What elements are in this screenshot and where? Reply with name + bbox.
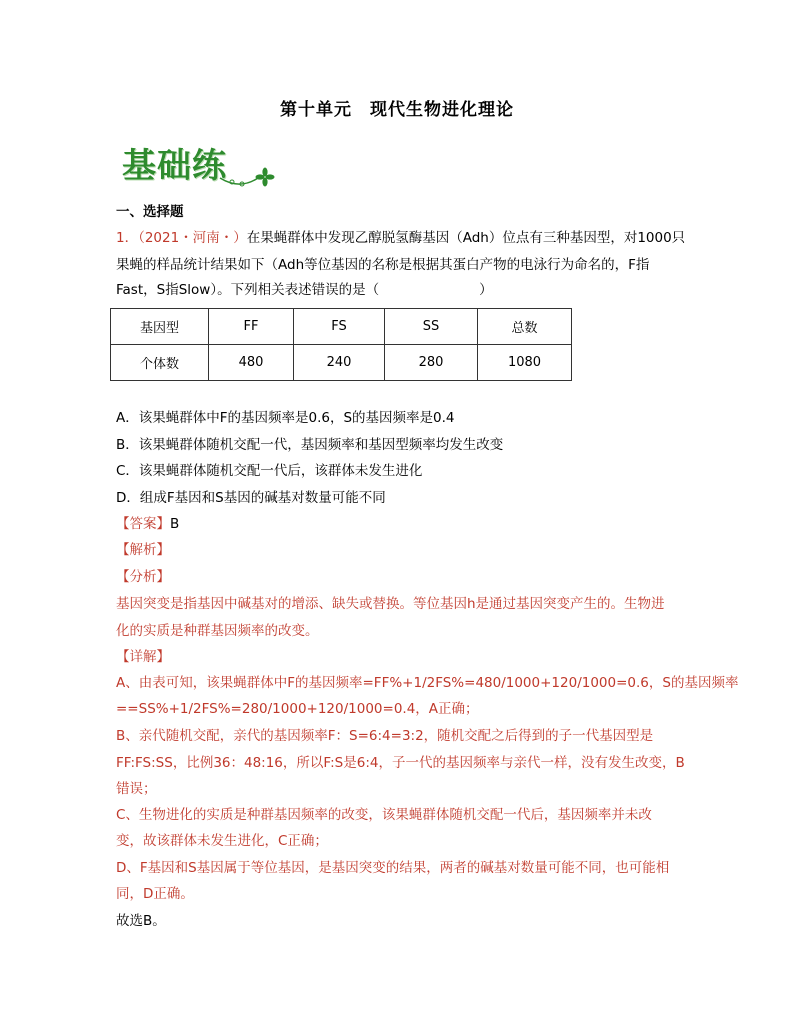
option-b: B．该果蝇群体随机交配一代，基因频率和基因型频率均发生改变 bbox=[116, 437, 504, 453]
table-cell: 280 bbox=[385, 345, 478, 381]
vine-decoration-icon bbox=[218, 160, 278, 190]
page-title: 第十单元 现代生物进化理论 bbox=[280, 100, 514, 120]
question-number: 1． bbox=[116, 230, 139, 246]
detail-line: 错误； bbox=[116, 781, 157, 797]
question-line-3 bbox=[116, 279, 493, 301]
option-a: A．该果蝇群体中F的基因频率是0.6，S的基因频率是0.4 bbox=[116, 410, 455, 426]
section-art-label: 基础练 bbox=[122, 146, 227, 186]
question-source: （2021・河南・） bbox=[138, 230, 247, 246]
detail-label: 【详解】 bbox=[116, 649, 170, 665]
table-header-cell: SS bbox=[385, 309, 478, 345]
table-header-row bbox=[111, 309, 572, 345]
analysis-label: 【解析】 bbox=[116, 542, 170, 558]
table-cell: 个体数 bbox=[111, 345, 209, 381]
question-text-1: 在果蝇群体中发现乙醇脱氢酶基因（Adh）位点有三种基因型，对1000只 bbox=[246, 230, 686, 246]
detail-line: B、亲代随机交配，亲代的基因频率F：S=6:4=3:2，随机交配之后得到的子一代基因型是 bbox=[116, 728, 654, 744]
genotype-table bbox=[110, 308, 572, 381]
table-header-cell: FS bbox=[294, 309, 385, 345]
detail-line: D、F基因和S基因属于等位基因，是基因突变的结果，两者的碱基对数量可能不同，也可能相 bbox=[116, 860, 670, 876]
table-row bbox=[111, 345, 572, 381]
section-art-jichulian bbox=[118, 138, 278, 193]
answer-value: B bbox=[170, 516, 180, 532]
option-d: D．组成F基因和S基因的碱基对数量可能不同 bbox=[116, 490, 386, 506]
table-header-cell: 总数 bbox=[478, 309, 572, 345]
detail-line: FF:FS:SS，比例36：48:16，所以F:S是6:4，子一代的基因频率与亲代一样，没有发生改变，B bbox=[116, 755, 685, 771]
question-line-1 bbox=[116, 227, 685, 249]
table-header-cell: 基因型 bbox=[111, 309, 209, 345]
detail-line: A、由表可知，该果蝇群体中F的基因频率=FF%+1/2FS%=480/1000+120/1000=0.6，S的基因频率 bbox=[116, 675, 739, 691]
option-c: C．该果蝇群体随机交配一代后，该群体未发生进化 bbox=[116, 463, 423, 479]
table-cell: 240 bbox=[294, 345, 385, 381]
question-text-3-end: ） bbox=[479, 282, 493, 298]
question-line-2: 果蝇的样品统计结果如下（Adh等位基因的名称是根据其蛋白产物的电泳行为命名的，F指 bbox=[116, 257, 650, 273]
detail-line: 同，D正确。 bbox=[116, 886, 194, 902]
fenxi-label: 【分析】 bbox=[116, 569, 170, 585]
conclusion: 故选B。 bbox=[116, 913, 166, 929]
table-cell: 1080 bbox=[478, 345, 572, 381]
table-header-cell: FF bbox=[209, 309, 294, 345]
section-heading: 一、选择题 bbox=[116, 204, 184, 220]
question-text-3: Fast，S指Slow）。下列相关表述错误的是（ bbox=[116, 282, 380, 298]
fenxi-line-1: 基因突变是指基因中碱基对的增添、缺失或替换。等位基因h是通过基因突变产生的。生物进 bbox=[116, 596, 665, 612]
detail-line: ==SS%+1/2FS%=280/1000+120/1000=0.4，A正确； bbox=[116, 701, 479, 717]
fenxi-line-2: 化的实质是种群基因频率的改变。 bbox=[116, 623, 319, 639]
answer-line bbox=[116, 513, 179, 535]
detail-line: 变，故该群体未发生进化，C正确； bbox=[116, 833, 328, 849]
answer-label: 【答案】 bbox=[116, 516, 170, 532]
detail-line: C、生物进化的实质是种群基因频率的改变，该果蝇群体随机交配一代后，基因频率并未改 bbox=[116, 807, 652, 823]
table-cell: 480 bbox=[209, 345, 294, 381]
